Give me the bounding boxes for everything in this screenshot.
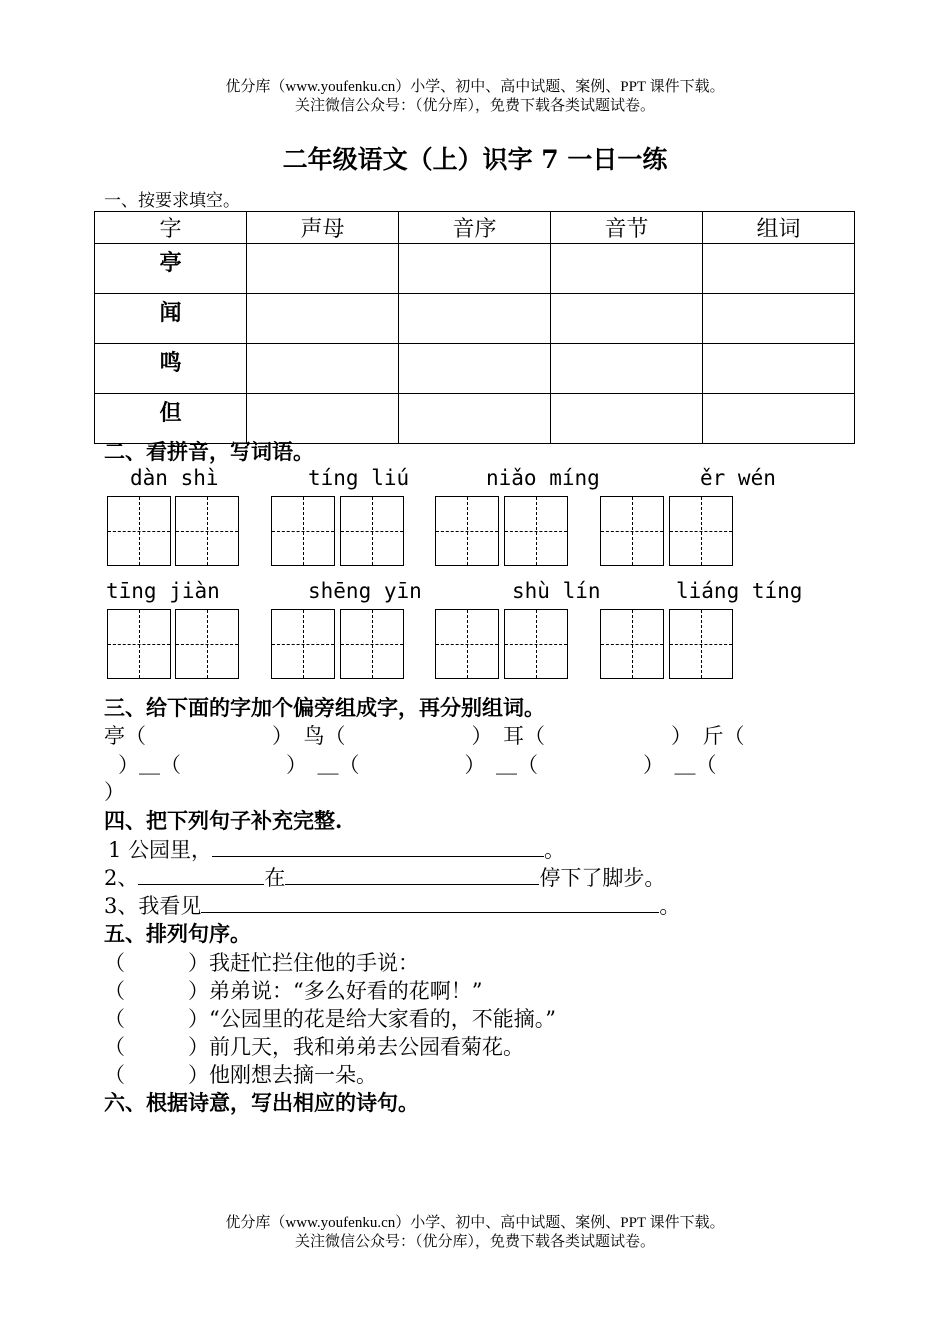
footer-line-1: 优分库（www.youfenku.cn）小学、初中、高中试题、案例、PPT 课件下载。 (225, 1215, 725, 1231)
writing-box[interactable] (340, 609, 404, 679)
sentence-2-suffix: 停下了脚步。 (539, 866, 666, 890)
col-header: 音序 (399, 212, 551, 244)
radical-line-1: 亭（ ） 鸟（ ） 耳（ ） 斤（ (104, 724, 745, 748)
order-item: （ ）弟弟说：“多么好看的花啊！” (104, 979, 483, 1003)
pinyin-label: shù lín (512, 579, 601, 603)
answer-cell[interactable] (247, 294, 399, 344)
pinyin-label: dàn shì (130, 466, 219, 490)
sentence-3 (104, 890, 680, 920)
page-title: 二年级语文（上）识字 7 一日一练 (282, 145, 668, 174)
writing-box[interactable] (669, 496, 733, 566)
table-header-row (95, 212, 855, 244)
order-item: （ ）“公园里的花是给大家看的，不能摘。” (104, 1007, 556, 1031)
table-row (95, 244, 855, 294)
writing-box[interactable] (600, 609, 664, 679)
section2-heading: 二、看拼音，写词语。 (104, 439, 314, 464)
answer-cell[interactable] (703, 244, 855, 294)
sentence-1-suffix: 。 (544, 838, 566, 862)
section3-heading: 三、给下面的字加个偏旁组成字，再分别组词。 (104, 695, 545, 720)
writing-box[interactable] (600, 496, 664, 566)
sentence-3-prefix: 3、我看见 (104, 894, 202, 918)
writing-box[interactable] (107, 496, 171, 566)
footer-line-2: 关注微信公众号：（优分库），免费下载各类试题试卷。 (294, 1234, 655, 1250)
writing-box[interactable] (435, 496, 499, 566)
answer-cell[interactable] (551, 244, 703, 294)
section1-heading: 一、按要求填空。 (104, 191, 240, 211)
col-header: 字 (95, 212, 247, 244)
section5-heading: 五、排列句序。 (104, 921, 251, 946)
col-header: 组词 (703, 212, 855, 244)
pinyin-label: tíng liú (308, 466, 410, 490)
col-header: 音节 (551, 212, 703, 244)
answer-cell[interactable] (247, 344, 399, 394)
table-row (95, 294, 855, 344)
header-line-2: 关注微信公众号：（优分库），免费下载各类试题试卷。 (294, 98, 655, 114)
writing-box[interactable] (669, 609, 733, 679)
sentence-2-prefix: 2、 (104, 866, 139, 890)
writing-box[interactable] (107, 609, 171, 679)
answer-cell[interactable] (399, 244, 551, 294)
answer-blank[interactable] (201, 892, 659, 913)
table-row (95, 344, 855, 394)
row-char: 但 (95, 394, 247, 444)
answer-cell[interactable] (703, 394, 855, 444)
sentence-2-mid: 在 (264, 866, 286, 890)
sentence-1-prefix: 1 公园里， (108, 838, 213, 862)
writing-box[interactable] (504, 609, 568, 679)
pinyin-label: ěr wén (700, 466, 776, 490)
section6-heading: 六、根据诗意，写出相应的诗句。 (104, 1090, 419, 1115)
answer-cell[interactable] (551, 394, 703, 444)
pinyin-label: tīng jiàn (106, 579, 220, 603)
answer-cell[interactable] (703, 344, 855, 394)
answer-cell[interactable] (399, 394, 551, 444)
row-char: 鸣 (95, 344, 247, 394)
answer-blank[interactable] (138, 864, 264, 885)
writing-box[interactable] (504, 496, 568, 566)
pinyin-label: liáng tíng (676, 579, 803, 603)
fill-table (94, 211, 855, 444)
sentence-3-suffix: 。 (659, 894, 681, 918)
writing-box[interactable] (271, 496, 335, 566)
row-char: 亭 (95, 244, 247, 294)
writing-box[interactable] (271, 609, 335, 679)
writing-box[interactable] (175, 609, 239, 679)
sentence-2 (104, 862, 665, 892)
order-item: （ ）他刚想去摘一朵。 (104, 1063, 377, 1087)
order-item: （ ）我赶忙拦住他的手说： (104, 951, 419, 975)
answer-blank[interactable] (212, 836, 544, 857)
writing-box[interactable] (340, 496, 404, 566)
header-line-1: 优分库（www.youfenku.cn）小学、初中、高中试题、案例、PPT 课件下载。 (225, 79, 725, 95)
writing-box[interactable] (435, 609, 499, 679)
col-header: 声母 (247, 212, 399, 244)
answer-cell[interactable] (247, 244, 399, 294)
answer-cell[interactable] (551, 294, 703, 344)
writing-box[interactable] (175, 496, 239, 566)
answer-cell[interactable] (399, 294, 551, 344)
answer-cell[interactable] (399, 344, 551, 394)
section4-heading: 四、把下列句子补充完整. (104, 808, 343, 833)
answer-blank[interactable] (285, 864, 539, 885)
sentence-1 (108, 834, 565, 864)
radical-line-2: ）＿（ ） ＿（ ） ＿（ ） ＿（ (118, 753, 717, 777)
pinyin-label: niǎo míng (486, 466, 600, 490)
answer-cell[interactable] (703, 294, 855, 344)
answer-cell[interactable] (551, 344, 703, 394)
pinyin-label: shēng yīn (308, 579, 422, 603)
radical-line-3: ） (104, 780, 125, 804)
row-char: 闻 (95, 294, 247, 344)
order-item: （ ）前几天，我和弟弟去公园看菊花。 (104, 1035, 524, 1059)
